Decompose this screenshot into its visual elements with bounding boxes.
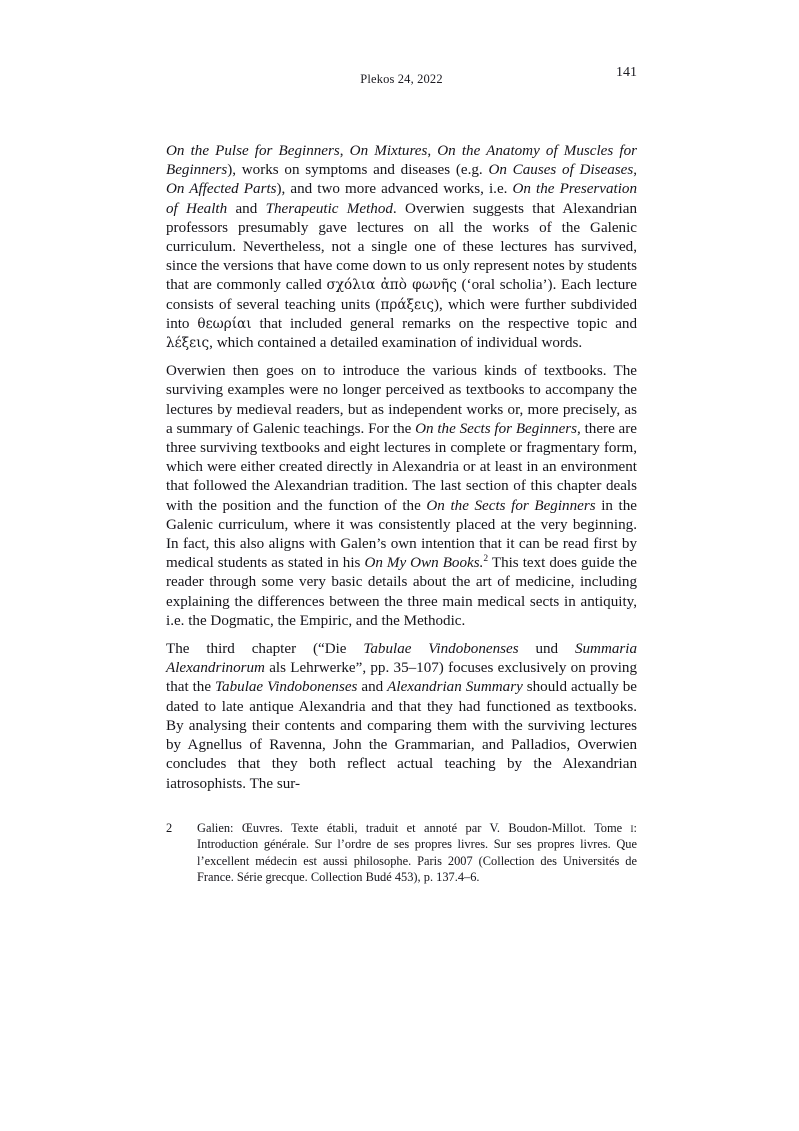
work-title-tabulae-vindobonenses-2: Tabulae Vindobonenses [215,679,358,696]
greek-term-praxeis: πράξεις [380,296,435,313]
p1-seg16: (‘oral scholia’). Each lecture consists of several teaching units ( [166,277,638,313]
work-title-tabulae-vindobonenses-1: Tabulae Vindobonenses [363,641,519,658]
journal-title: Plekos 24, 2022 [360,72,443,86]
running-head [166,65,637,88]
greek-term-theoriai: θεωρίαι [197,315,252,332]
p3-seg1: The third chapter (“Die [166,641,364,658]
p1-seg20: that included general remarks on the respective topic and [251,315,637,332]
paragraph-2 [166,362,637,631]
p3-seg5: als Lehrwerke”, pp. 35–107) focuses exclusively on proving that the [166,660,637,696]
work-title-on-mixtures: On Mixtures [349,143,428,159]
work-title-on-the-anatomy-of-muscles: On the Anatomy of Muscles for Beginners [166,143,637,179]
greek-term-lexeis: λέξεις [166,335,210,352]
p2-seg8: This text does guide the reader through some very basic details about the art of medicine, including explaining the differences between the three main medical sects in antiquity, i.e. the Dogmatic, the Empiric, and the Methodic. [166,555,637,629]
main-text-block [166,142,637,794]
footnote-text-part-2: : Introduction générale. Sur l’ordre de ses propres livres. Sur ses propres livres. Que l’excellent médecin est aussi philosophe. Paris 2007 (Collection des Universités de France. Série grecque. Collection Budé 453), p. 137.4–6. [197,821,637,884]
footnote-text-part-1: Galien: Œuvres. Texte établi, traduit et annoté par V. Boudon-Millot. Tome [197,821,631,835]
p3-seg7: and [357,679,388,696]
p2-seg3: , there are three surviving textbooks and eight lectures in complete or fragmentary form, which were either created directly in Alexandria or at least in an environment that followed the Alexandrian tradition. The last section of this chapter deals with the position and the function of the [166,420,637,514]
p1-seg6: ), works on symptoms and diseases (e.g. [227,162,489,179]
work-title-on-causes-of-diseases: On Causes of Diseases [488,162,634,179]
greek-term-scholia-apo-phones: σχόλια ἀπὸ φωνῆς [326,277,457,294]
work-title-on-the-sects-for-beginners-1: On the Sects for Beginners [415,420,578,437]
work-title-on-affected-parts: On Affected Parts [166,181,277,198]
p1-seg8: , [633,162,637,179]
paragraph-1 [166,142,637,353]
paragraph-3 [166,640,637,794]
p1-seg22: , which contained a detailed examination of individual words. [209,335,583,352]
work-title-on-the-preservation-of-health: On the Preservation of Health [166,181,637,217]
work-title-on-my-own-books: On My Own Books. [364,555,484,572]
p2-seg1: Overwien then goes on to introduce the various kinds of textbooks. The surviving examples were no longer perceived as textbooks to accompany the lectures by medieval readers, but as independent works or, more precisely, as a summary of Galenic teachings. For the [166,363,637,437]
p1-seg4: , [427,143,438,159]
p1-seg14: . Overwien suggests that Alexandrian professors presumably gave lectures on all the works of the Galenic curriculum. Nevertheless, not a single one of these lectures has survived, since the versions that have come down to us only represent notes by students that are commonly called [166,200,637,294]
p1-seg12: and [227,200,266,217]
p2-seg5: in the Galenic curriculum, where it was consistently placed at the very beginning. In fact, this also aligns with Galen’s own intention that it can be read first by medical students as stated in his [166,497,637,572]
footnote-text [197,820,637,885]
page-number: 141 [616,65,637,80]
footnote-roman-numeral: i [630,821,634,835]
footnote-number: 2 [166,821,173,835]
p3-seg3: und [518,641,575,658]
work-title-summaria-alexandrinorum: Summaria Alexandrinorum [166,641,638,677]
work-title-on-the-pulse: On the Pulse for Beginners [166,143,340,159]
footnote-reference-2[interactable]: 2 [483,554,489,565]
p1-seg10: ), and two more advanced works, i.e. [276,181,513,198]
work-title-alexandrian-summary: Alexandrian Summary [387,679,523,696]
work-title-therapeutic-method: Therapeutic Method [265,200,393,217]
p1-seg2: , [339,143,350,159]
footnote-block [166,820,637,885]
p3-seg9: should actually be dated to late antique Alexandria and that they had functioned as textbooks. By analysing their contents and comparing them with the surviving lectures by Agnellus of Ravenna, John the Grammarian, and Palladios, Overwien concludes that they both reflect actual teaching by the Alexandrian iatrosophists. The sur- [166,679,638,792]
p1-seg18: ), which were further subdivided into [166,296,637,332]
work-title-on-the-sects-for-beginners-2: On the Sects for Beginners [426,497,596,514]
